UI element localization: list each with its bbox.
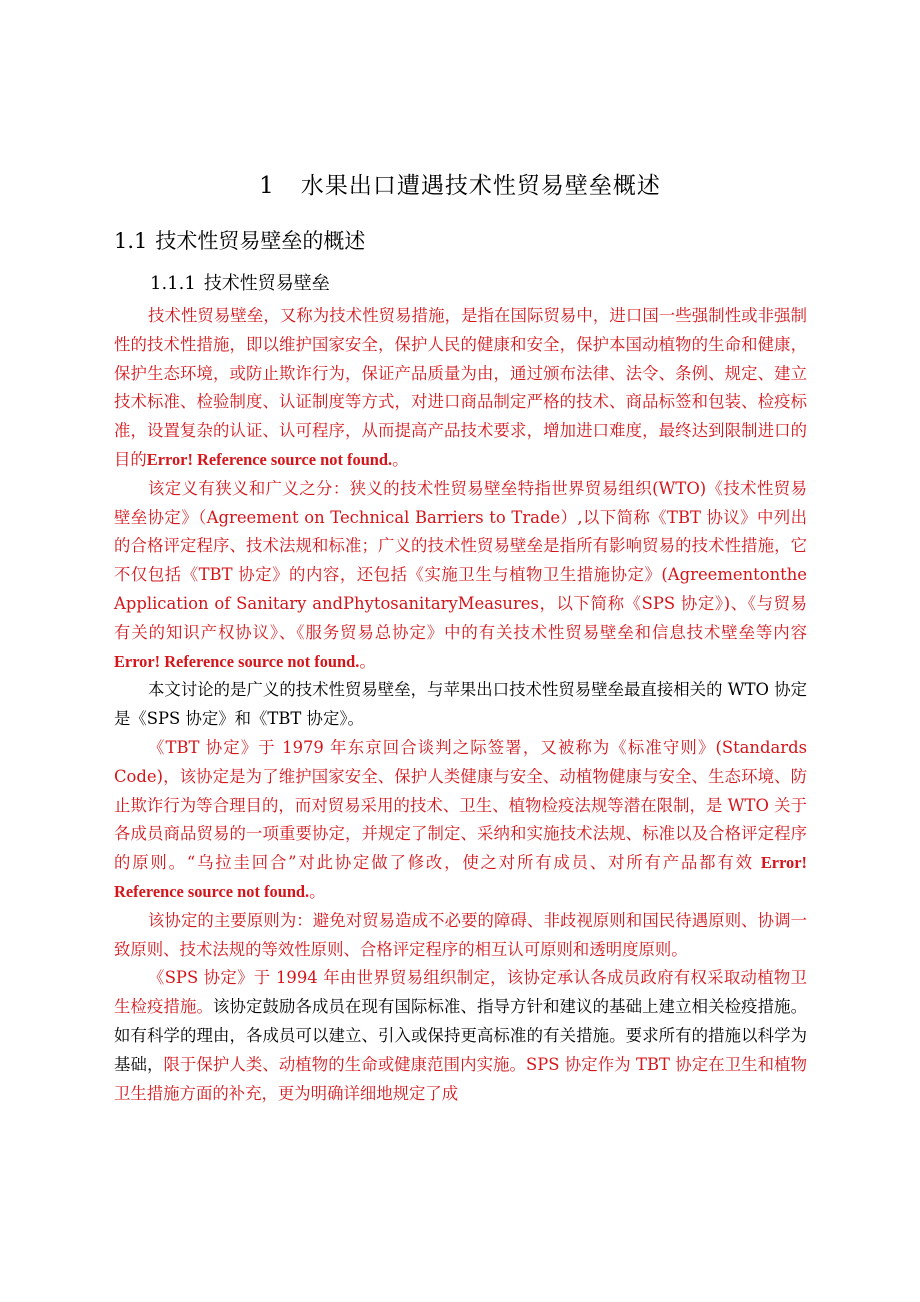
subsection-title: 技术性贸易壁垒 [203,273,330,294]
subsection-heading [150,270,330,298]
section-number: 1.1 [114,229,148,253]
subsection-number: 1.1.1 [150,273,196,294]
reference-error: Error! Reference source not found. [146,449,393,469]
chapter-title [0,170,920,202]
paragraph-scope: 本文讨论的是广义的技术性贸易壁垒，与苹果出口技术性贸易壁垒最直接相关的 WTO 协定是《SPS 协定》和《TBT 协定》。 [114,680,807,729]
paragraph-principles: 该协定的主要原则为：避免对贸易造成不必要的障碍、非歧视原则和国民待遇原则、协调一致原则、技术法规的等效性原则、合格评定程序的相互认可原则和透明度原则。 [114,910,807,959]
paragraph-sps: 《SPS 协定》于 1994 年由世界贸易组织制定，该协定承认各成员政府有权采取动植物卫生检疫措施。该协定鼓励各成员在现有国际标准、指导方针和建议的基础上建立相关检疫措施。如有科学的理由，各成员可以建立、引入或保持更高标准的有关措施。要求所有的措施以科学为基础，限于保护人类、动植物的生命或健康范围内实施。SPS 协定作为 TBT 协定在卫生和植物卫生措施方面的补充，更为明确详细地规定了成 [114,968,808,1103]
reference-error: Error! Reference source not found. [114,651,360,671]
body-text [114,302,807,1108]
chapter-number: 1 [259,173,275,199]
paragraph-tbt: 《TBT 协定》于 1979 年东京回合谈判之际签署，又被称为《标准守则》(Standards Code)，该协定是为了维护国家安全、保护人类健康与安全、动植物健康与安全、生态环境、防止欺诈行为等合理目的，而对贸易采用的技术、卫生、植物检疫法规等潜在限制，是 WTO 关于各成员商品贸易的一项重要协定，并规定了制定、采纳和实施技术法规、标准以及合格评定程序的原则。“乌拉圭回合”对此协定做了修改，使之对所有成员、对所有产品都有效 Error! Reference source not found.。 [114,737,807,901]
reference-error: Error! Reference source not found. [114,853,807,901]
section-title: 技术性贸易壁垒的概述 [155,229,366,253]
paragraph-narrow-broad: 该定义有狭义和广义之分：狭义的技术性贸易壁垒特指世界贸易组织(WTO)《技术性贸易壁垒协定》（Agreement on Technical Barriers to Trade）,以下简称《TBT 协议》中列出的合格评定程序、技术法规和标准；广义的技术性贸易壁垒是指所有影响贸易的技术性措施，它不仅包括《TBT 协定》的内容，还包括《实施卫生与植物卫生措施协定》(Agreementonthe Application of Sanitary andPhytosanitaryMeasures，以下简称《SPS 协定》)、《与贸易有关的知识产权协议》、《服务贸易总协定》中的有关技术性贸易壁垒和信息技术壁垒等内容 Error! Reference source not found.。 [114,478,807,671]
section-heading [114,226,365,256]
chapter-title-text: 水果出口遭遇技术性贸易壁垒概述 [300,173,661,199]
paragraph-definition: 技术性贸易壁垒，又称为技术性贸易措施，是指在国际贸易中，进口国一些强制性或非强制性的技术性措施，即以维护国家安全，保护人民的健康和安全，保护本国动植物的生命和健康，保护生态环境，或防止欺诈行为，保证产品质量为由，通过颁布法律、法令、条例、规定、建立技术标准、检验制度、认证制度等方式，对进口商品制定严格的技术、商品标签和包装、检疫标准，设置复杂的认证、认可程序，从而提高产品技术要求，增加进口难度，最终达到限制进口的目的Error! Reference source not found.。 [114,306,807,469]
